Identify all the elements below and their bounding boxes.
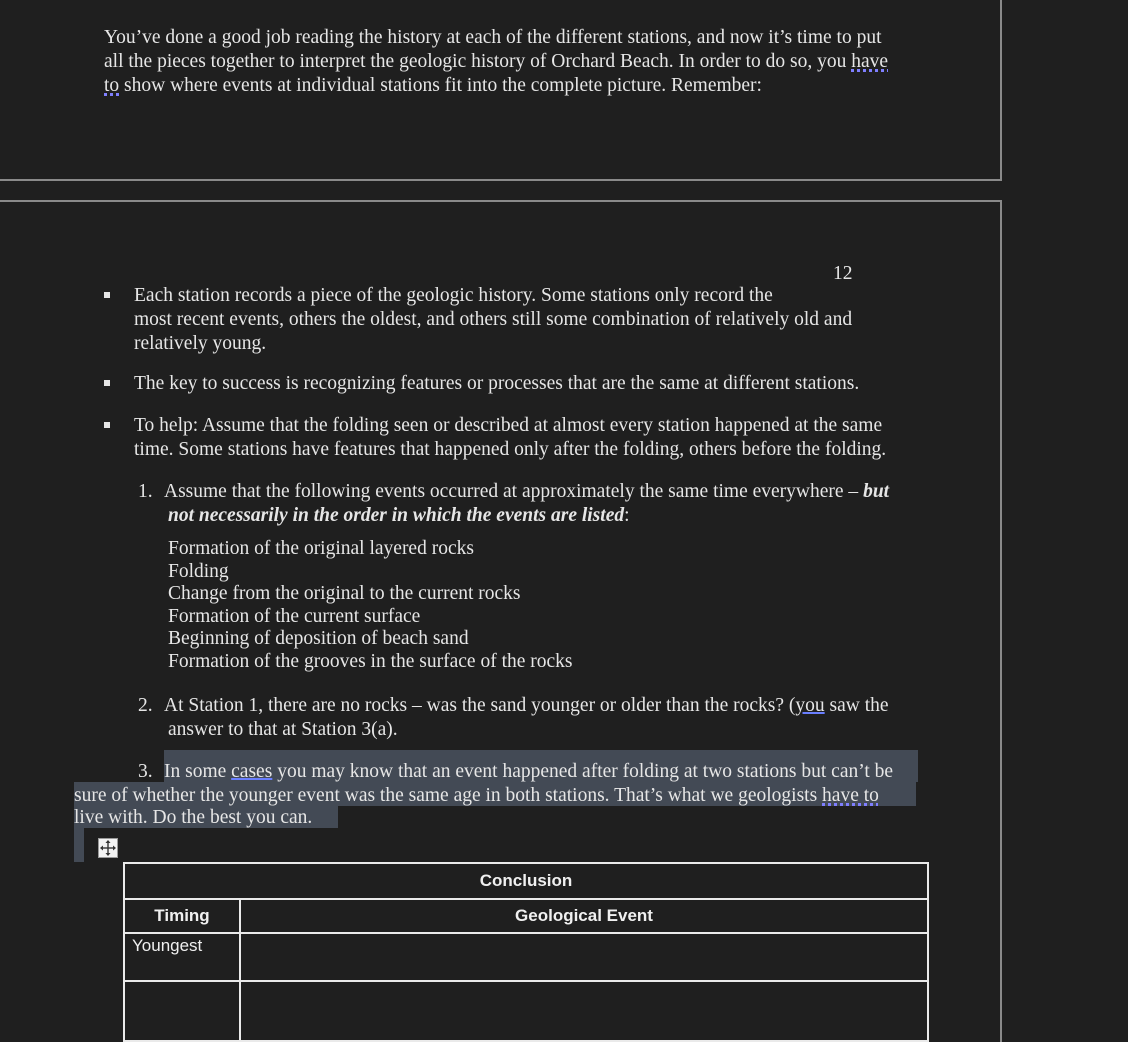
q3-text: In some [164,761,232,782]
bullet-line: Each station records a piece of the geologic history. Some stations only record the [134,285,773,306]
event-header: Geological Event [515,906,653,925]
conclusion-table [123,862,929,1042]
selection-highlight [74,828,84,862]
intro-line-3 [104,74,924,98]
event-header-cell[interactable] [240,899,928,933]
event-item: Formation of the original layered rocks [168,538,474,559]
question-3-line-2[interactable] [74,784,924,808]
bullet-line: most recent events, others the oldest, and others still some combination of relatively old and [134,309,853,330]
q1-emphasis: but [863,481,890,502]
table-cell-timing[interactable] [124,981,240,1041]
event-list [168,538,573,673]
question-2-text [164,694,924,742]
grammar-flag[interactable]: you [795,695,825,716]
event-item: Folding [168,560,229,582]
timing-header-cell[interactable] [124,899,240,933]
event-item: Change from the original to the current rocks [168,583,521,604]
bullet-icon [104,292,110,298]
bullet-line: To help: Assume that the folding seen or described at almost every station happened at the same [134,415,883,436]
timing-header: Timing [154,906,210,925]
q1-emphasis: not necessarily in the order in which the events are listed [168,505,625,526]
table-title: Conclusion [479,871,573,890]
intro-line-1: You’ve done a good job reading the history at each of the different stations, and now it’s time to put [104,27,882,48]
question-number: 2. [138,695,153,716]
bullet-line: relatively young. [134,333,267,354]
intro-paragraph [104,26,924,98]
question-3-line-3[interactable]: live with. Do the best you can. [74,807,313,828]
bullet-item [134,372,914,396]
spelling-flag[interactable]: to [104,75,120,96]
intro-line-2-text: all the pieces together to interpret the geologic history of Orchard Beach. In order to do so, you [104,51,852,72]
table-cell-event[interactable] [240,933,928,981]
bullet-item [134,414,914,462]
bullet-line: time. Some stations have features that happened only after the folding, others before the folding. [134,439,887,460]
intro-line-2 [104,50,924,74]
q2-text: saw the [824,695,889,716]
q2-text: answer to that at Station 3(a). [168,719,398,740]
move-icon[interactable] [98,838,118,858]
table-title-cell[interactable] [124,863,928,899]
bullet-item [134,284,914,356]
event-item: Beginning of deposition of beach sand [168,628,469,649]
q1-colon: : [624,505,630,526]
table-cell-event[interactable] [240,981,928,1041]
page-number: 12 [833,263,853,284]
question-number: 1. [138,481,153,502]
question-number: 3. [138,761,153,782]
timing-value: Youngest [132,936,203,955]
question-1-text [164,480,924,528]
spelling-flag[interactable]: have [851,51,889,72]
grammar-flag[interactable]: cases [231,761,273,782]
question-3-line-1[interactable] [164,760,924,784]
bullet-icon [104,380,110,386]
event-item: Formation of the grooves in the surface of the rocks [168,650,573,672]
bullet-line: The key to success is recognizing features or processes that are the same at different stations. [134,373,860,394]
spelling-flag[interactable]: have to [822,785,879,806]
bullet-icon [104,422,110,428]
q2-text: At Station 1, there are no rocks – was the sand younger or older than the rocks? ( [164,695,796,716]
intro-line-3-text: show where events at individual stations fit into the complete picture. Remember: [119,75,762,96]
event-item: Formation of the current surface [168,605,421,627]
q3-text: sure of whether the younger event was the same age in both stations. That’s what we geologists [74,785,823,806]
table-cell-timing[interactable] [124,933,240,981]
q3-text: you may know that an event happened after folding at two stations but can’t be [272,761,894,782]
q1-text: Assume that the following events occurred at approximately the same time everywhere – [164,481,864,502]
